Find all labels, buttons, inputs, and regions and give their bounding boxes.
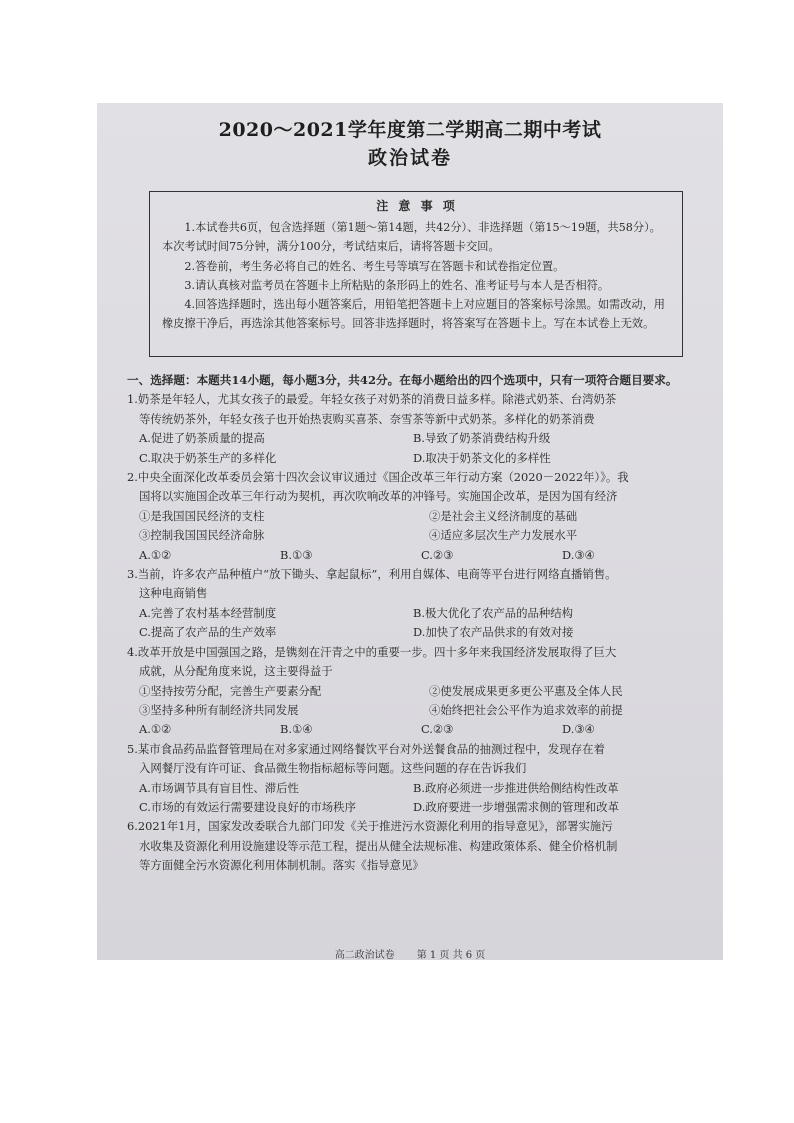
statement-4: ④始终把社会公平作为追求效率的前提: [429, 702, 623, 717]
option-d: D.政府要进一步增强需求侧的管理和改革: [413, 799, 619, 814]
option-d: D.③④: [562, 722, 595, 737]
question-6: [127, 817, 703, 875]
notice-item-4: 4.回答选择题时，选出每小题答案后，用铅笔把答题卡上对应题目的答案标号涂黑。如需改动，用橡皮擦干净后，再选涂其他答案标号。回答非选择题时，将答案写在答题卡上。写在本试卷上无效。: [162, 298, 665, 331]
question-stem: 6.2021年1月，国家发改委联合九部门印发《关于推进污水资源化利用的指导意见》，部署实施污: [127, 819, 613, 834]
question-1: [127, 390, 703, 468]
option-c: C.②③: [421, 547, 454, 562]
question-stem: 入网餐厅没有许可证、食品微生物指标超标等问题。这些问题的存在告诉我们: [139, 761, 527, 776]
question-2: [127, 468, 703, 565]
question-stem: 4.改革开放是中国强国之路，是镌刻在汗青之中的重要一步。四十多年来我国经济发展取得了巨大: [127, 644, 617, 659]
footer-subject: 高二政治试卷: [334, 950, 395, 960]
question-5: [127, 740, 703, 818]
question-stem: 国将以实施国企改革三年行动为契机，再次吹响改革的冲锋号。实施国企改革，是因为国有经济: [139, 489, 618, 504]
statement-3: ③控制我国国民经济命脉: [139, 528, 265, 543]
question-stem: 成就，从分配角度来说，这主要得益于: [139, 664, 333, 679]
option-a: A.①②: [139, 722, 172, 737]
notice-item-3: 3.请认真核对监考员在答题卡上所粘贴的条形码上的姓名、准考证号与本人是否相符。: [184, 278, 610, 292]
option-a: A.市场调节具有盲目性、滞后性: [139, 780, 299, 795]
option-c: C.提高了农产品的生产效率: [139, 625, 277, 640]
statement-2: ②是社会主义经济制度的基础: [429, 508, 578, 523]
statement-3: ③坚持多种所有制经济共同发展: [139, 702, 299, 717]
notice-item-2: 2.答卷前，考生务必将自己的姓名、考生号等填写在答题卡和试卷指定位置。: [184, 259, 565, 273]
question-stem: 水收集及资源化利用设施建设等示范工程，提出从健全法规标准、构建政策体系、健全价格机制: [139, 838, 618, 853]
statement-1: ①是我国国民经济的支柱: [139, 508, 265, 523]
option-b: B.极大优化了农产品的品种结构: [413, 605, 574, 620]
statement-4: ④适应多层次生产力发展水平: [429, 528, 578, 543]
question-stem: 这种电商销售: [139, 586, 208, 601]
option-c: C.②③: [421, 722, 454, 737]
page-footer: [97, 946, 723, 960]
option-b: B.①③: [280, 547, 313, 562]
option-d: D.③④: [562, 547, 595, 562]
questions-section: [127, 371, 703, 876]
option-a: A.①②: [139, 547, 172, 562]
option-b: B.导致了奶茶消费结构升级: [413, 431, 551, 446]
option-b: B.①④: [280, 722, 313, 737]
question-stem: 2.中央全面深化改革委员会第十四次会议审议通过《国企改革三年行动方案（2020－2022年）》。我: [127, 470, 629, 485]
question-stem: 1.奶茶是年轻人，尤其女孩子的最爱。年轻女孩子对奶茶的消费日益多样。除港式奶茶、台湾奶茶: [127, 392, 617, 407]
option-d: D.加快了农产品供求的有效对接: [413, 625, 574, 640]
exam-photo: [97, 103, 723, 960]
exam-subtitle: 政治试卷: [367, 147, 452, 169]
notice-title: 注 意 事 项: [376, 199, 458, 213]
question-4: [127, 643, 703, 740]
option-c: C.取决于奶茶生产的多样化: [139, 450, 277, 465]
question-stem: 等传统奶茶外，年轻女孩子也开始热衷购买喜茶、奈雪茶等新中式奶茶。多样化的奶茶消费: [139, 411, 595, 426]
footer-page-number: 第 1 页 共 6 页: [416, 950, 486, 960]
question-stem: 3.当前，许多农产品种植户“放下锄头、拿起鼠标”，利用自媒体、电商等平台进行网络直播销售。: [127, 567, 617, 582]
notice-box: [149, 191, 683, 357]
notice-item-1: 1.本试卷共6页，包含选择题（第1题～第14题，共42分）、非选择题（第15～19题，共58分）。本次考试时间75分钟，满分100分，考试结束后，请将答题卡交回。: [162, 221, 661, 254]
section-heading: 一、选择题：本题共14小题，每小题3分，共42分。在每小题给出的四个选项中，只有一项符合题目要求。: [127, 373, 678, 387]
option-b: B.政府必须进一步推进供给侧结构性改革: [413, 780, 619, 795]
question-stem: 等方面健全污水资源化利用体制机制。落实《指导意见》: [139, 858, 424, 873]
question-stem: 5.某市食品药品监督管理局在对多家通过网络餐饮平台对外送餐食品的抽测过程中，发现存在着: [127, 741, 605, 756]
option-a: A.促进了奶茶质量的提高: [139, 431, 265, 446]
option-a: A.完善了农村基本经营制度: [139, 605, 277, 620]
statement-2: ②使发展成果更多更公平惠及全体人民: [429, 683, 623, 698]
exam-title: 2020～2021学年度第二学期高二期中考试: [218, 119, 602, 141]
option-c: C.市场的有效运行需要建设良好的市场秩序: [139, 799, 356, 814]
option-d: D.取决于奶茶文化的多样性: [413, 450, 551, 465]
question-3: [127, 565, 703, 643]
statement-1: ①坚持按劳分配，完善生产要素分配: [139, 683, 322, 698]
